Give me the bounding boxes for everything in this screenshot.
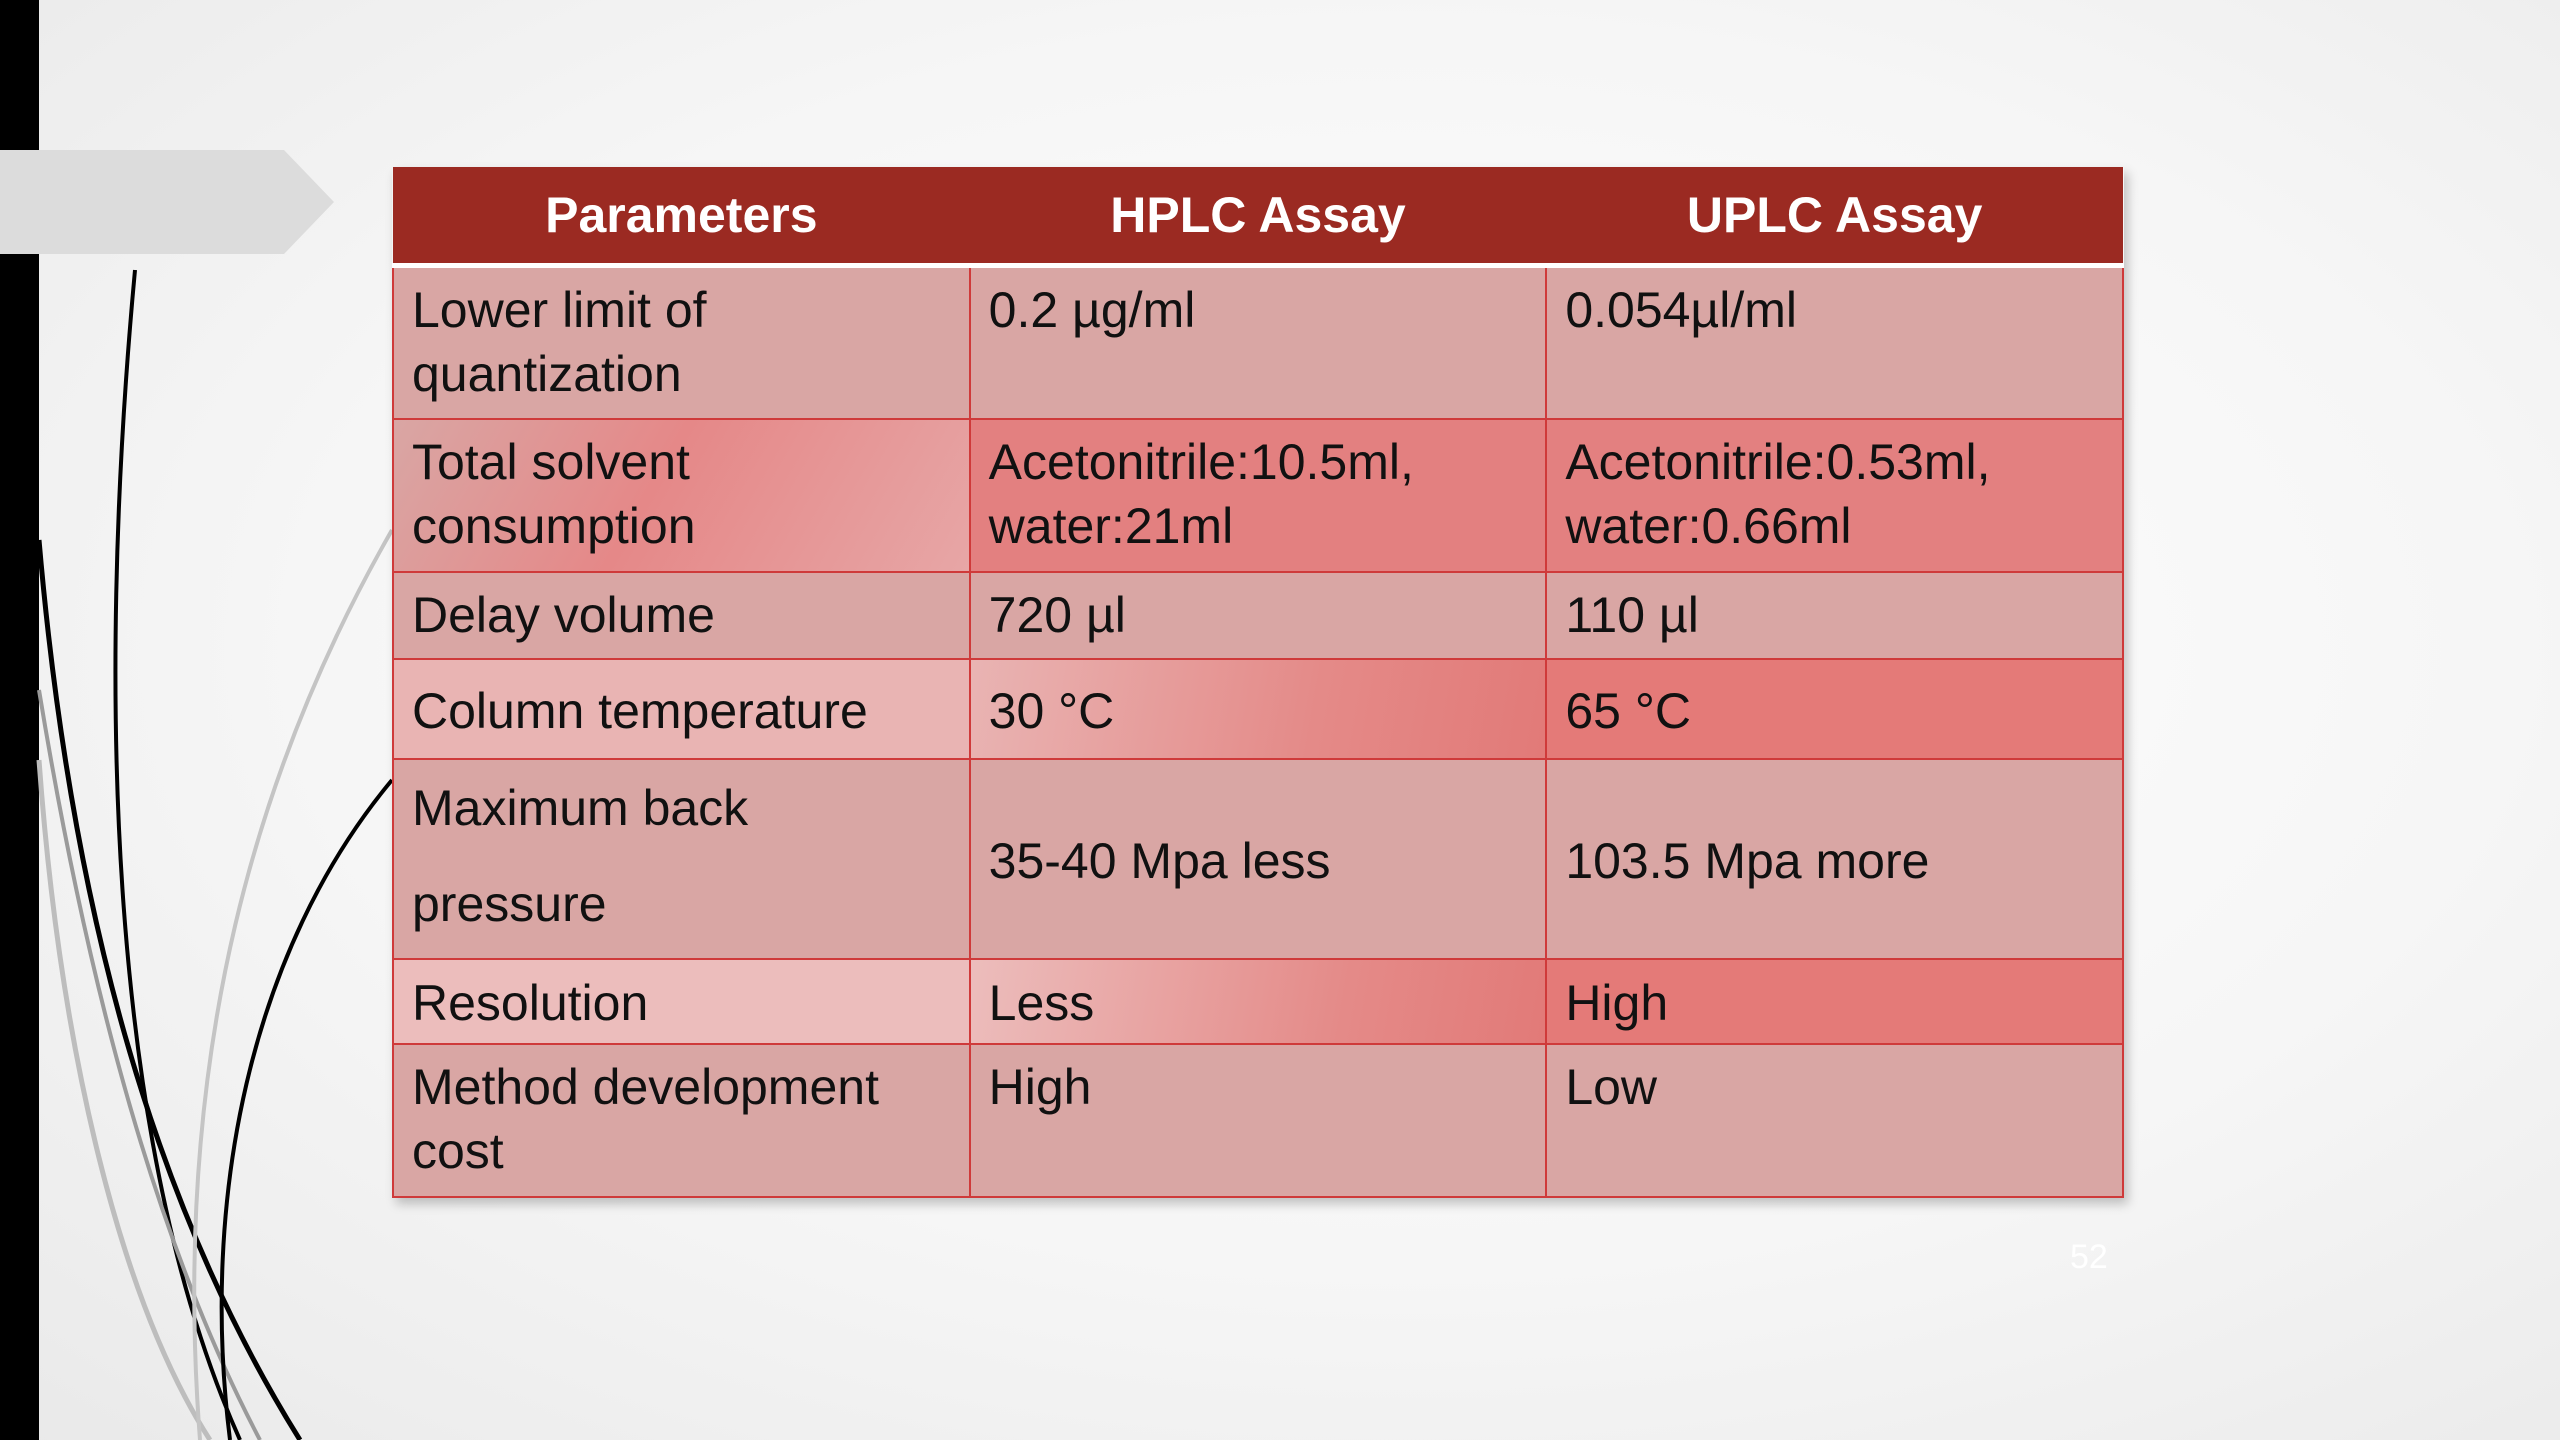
table-row xyxy=(393,419,2123,572)
table-row xyxy=(393,659,2123,759)
table-cell: 30 °C xyxy=(970,659,1547,759)
table-cell: Lower limit of quantization xyxy=(393,266,970,419)
table-cell: Acetonitrile:10.5ml, water:21ml xyxy=(970,419,1547,572)
table-cell: Resolution xyxy=(393,959,970,1044)
table-cell: Delay volume xyxy=(393,572,970,659)
table-row xyxy=(393,572,2123,659)
table-cell: 103.5 Mpa more xyxy=(1546,759,2123,959)
table-cell: 35-40 Mpa less xyxy=(970,759,1547,959)
table-cell: 0.2 µg/ml xyxy=(970,266,1547,419)
header-hplc: HPLC Assay xyxy=(970,167,1547,266)
table-cell: Total solvent consumption xyxy=(393,419,970,572)
table-cell: 110 µl xyxy=(1546,572,2123,659)
table-cell: Acetonitrile:0.53ml, water:0.66ml xyxy=(1546,419,2123,572)
table-row xyxy=(393,759,2123,959)
table-cell: Low xyxy=(1546,1044,2123,1197)
table-cell: Maximum back pressure xyxy=(393,759,970,959)
table-cell: Column temperature xyxy=(393,659,970,759)
table-cell: Less xyxy=(970,959,1547,1044)
header-uplc: UPLC Assay xyxy=(1546,167,2123,266)
header-parameters: Parameters xyxy=(393,167,970,266)
table-row xyxy=(393,959,2123,1044)
table-cell: High xyxy=(970,1044,1547,1197)
slide-number: 52 xyxy=(2070,1238,2108,1276)
table-cell: 0.054µl/ml xyxy=(1546,266,2123,419)
table-cell: 720 µl xyxy=(970,572,1547,659)
table-cell: Method development cost xyxy=(393,1044,970,1197)
table-header-row xyxy=(393,167,2123,266)
table-cell: High xyxy=(1546,959,2123,1044)
table-cell: 65 °C xyxy=(1546,659,2123,759)
comparison-table xyxy=(392,167,2124,1198)
comparison-table-container xyxy=(392,167,2124,1198)
decorative-curves xyxy=(0,0,420,1440)
table-row xyxy=(393,266,2123,419)
table-row xyxy=(393,1044,2123,1197)
